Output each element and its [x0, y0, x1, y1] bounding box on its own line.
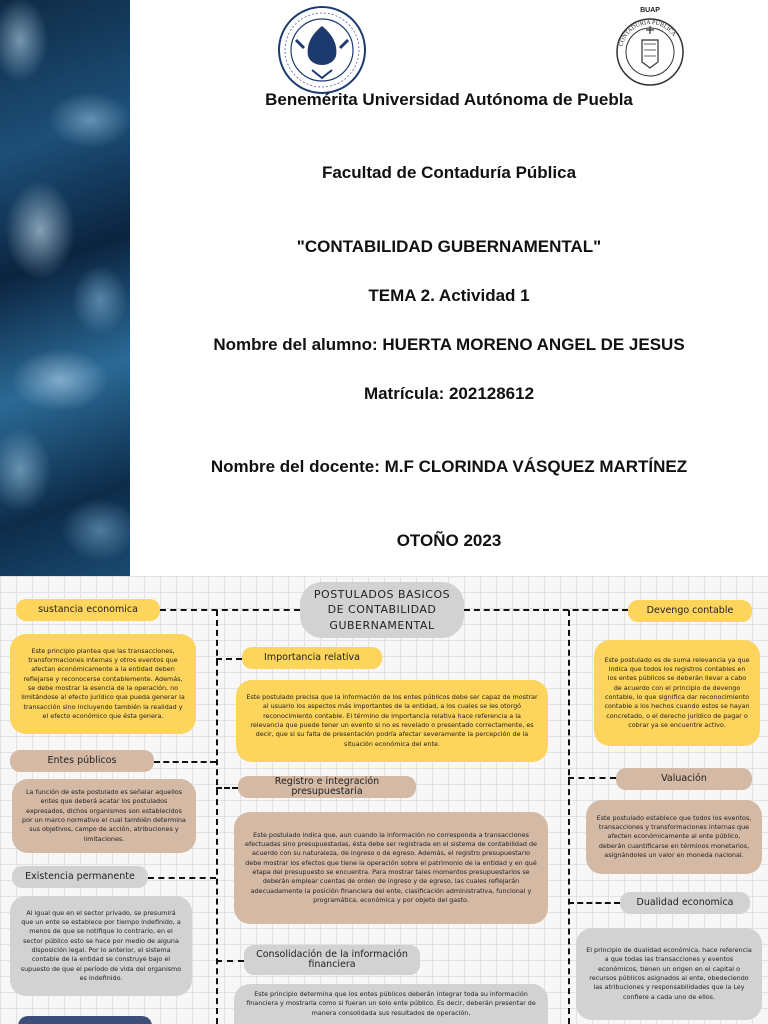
- text-devengo-contable: Este postulado es de suma relevancia ya que indica que todos los registros contables en los entes públicos se deberán llevar a cabo de acuerdo con el principio de devengo contable, lo que significa dar reconocimiento contable a los hechos cuando estos se hayan concretado, o el derecho jurídico de pagar o cobrar ya se encuentre activo.: [594, 640, 760, 746]
- connector: [568, 902, 620, 904]
- buap-seal-logo: [276, 4, 368, 96]
- logo-ring-text: CONTADURÍA PÚBLICA: [618, 19, 677, 48]
- map-title: POSTULADOS BASICOS DE CONTABILIDAD GUBERNAMENTAL: [300, 582, 464, 638]
- university-name: Benemérita Universidad Autónoma de Puebla: [265, 90, 633, 109]
- label-entes-publicos: Entes públicos: [10, 750, 154, 772]
- text-dualidad-economica: El principio de dualidad económica, hace referencia a que todas las transacciones y eventos económicos, tienen un origen en el capital o recursos públicos asignados al ente, obedeciendo las atribuciones y responsabilidades que la Ley confiere a cada uno de ellos.: [576, 928, 762, 1020]
- connector: [160, 609, 300, 611]
- concept-map: [0, 576, 768, 1024]
- text-importancia-relativa: Este postulado precisa que la información de los entes públicos debe ser capaz de mostrar al usuario los aspectos más importantes de la entidad, a los cuales se les otorgó reconocimiento contable. El término de importancia relativa hace referencia a la relevancia que puede tener un evento si no es revelado o presentado correctamente, es decir, que si su falta de presentación podría afectar severamente la percepción de la situación económica del ente.: [236, 680, 548, 762]
- label-registro-integracion: Registro e integración presupuestaria: [238, 776, 416, 798]
- topic-title: TEMA 2. Actividad 1: [368, 286, 530, 305]
- label-sustancia-economica: sustancia economica: [16, 599, 160, 621]
- text-entes-publicos: La función de este postulado es señalar aquellos entes que deberá acatar los postulados expresados, dichos organismos son establecidos por un marco normativo el cual también determina sus objetivos, campo de acción, atribuciones y limitaciones.: [12, 779, 196, 853]
- term-label: OTOÑO 2023: [396, 531, 502, 550]
- label-devengo-contable: Devengo contable: [628, 600, 752, 622]
- label-importancia-relativa: Importancia relativa: [242, 647, 382, 669]
- enrollment-number: Matrícula: 202128612: [363, 384, 535, 403]
- connector: [568, 777, 616, 779]
- label-consolidacion: Consolidación de la información financiera: [244, 945, 420, 975]
- connector: [148, 877, 216, 879]
- connector: [568, 610, 570, 1024]
- text-existencia-permanente: Al igual que en el sector privado, se presumirá que un ente se establece por tiempo indefinido, a menos de que se notifique lo contrario, en el sector público esto se hace por medio de alguna disposición legal. Por lo anterior, el sistema contable de la entidad se construye bajo el supuesto de que el período de vida del organismo es indefinido.: [10, 896, 192, 996]
- contaduria-publica-logo: [614, 4, 686, 98]
- label-existencia-permanente: Existencia permanente: [12, 866, 148, 888]
- next-node-partial: [18, 1016, 152, 1024]
- text-sustancia-economica: Este principio plantea que las transacciones, transformaciones internas y otros eventos que afectan económicamente a la entidad deben reflejarse y reconocerse contablemente. Además, se debe mostrar la esencia de la operación, no limitándose al efecto jurídico que pueda generar la transacción sino incluyendo también la realidad y el efecto económico que ésta genera.: [10, 634, 196, 734]
- connector: [464, 609, 628, 611]
- ice-photo-strip: [0, 0, 130, 576]
- text-valuacion: Este postulado establece que todos los eventos, transacciones y transformaciones internas que afecten económicamente al ente público, deberán cuantificarse en términos monetarios, asignándoles un valor en moneda nacional.: [586, 800, 762, 874]
- label-dualidad-economica: Dualidad economica: [620, 892, 750, 914]
- connector: [216, 960, 244, 962]
- label-valuacion: Valuación: [616, 768, 752, 790]
- faculty-name: Facultad de Contaduría Pública: [321, 163, 577, 182]
- connector: [216, 787, 238, 789]
- logo-buap-text: BUAP: [640, 7, 660, 14]
- student-name: Nombre del alumno: HUERTA MORENO ANGEL DE JESUS: [213, 335, 685, 354]
- connector: [154, 761, 216, 763]
- text-consolidacion: Este principio determina que los entes públicos deberán integrar toda su información financiera y mostrarla como si fueran un solo ente público. Es decir, deberán presentar de manera consolidada sus resultados de operación,: [234, 984, 548, 1024]
- teacher-name: Nombre del docente: M.F CLORINDA VÁSQUEZ MARTÍNEZ: [210, 457, 688, 476]
- connector: [216, 658, 242, 660]
- text-registro-integracion: Este postulado indica que, aun cuando la información no corresponda a transacciones efectuadas sino presupuestadas, ésta debe ser registrada en el sistema de contabilidad de acuerdo con su naturaleza, de ingreso o de egreso. Además, el registro presupuestario debe mostrar los efectos que tiene la operación sobre el patrimonio de la entidad y en qué etapa del presupuesto se encuentra. Para mostrar tales momentos presupuestarios se deberán emplear cuentas de orden de ingreso y de egreso, las cuales reflejarán adecuadamente la posición financiera del ente, clasificación administrativa, funcional y programática, económica y por objeto del gasto.: [234, 812, 548, 924]
- subject-title: "CONTABILIDAD GUBERNAMENTAL": [296, 237, 602, 256]
